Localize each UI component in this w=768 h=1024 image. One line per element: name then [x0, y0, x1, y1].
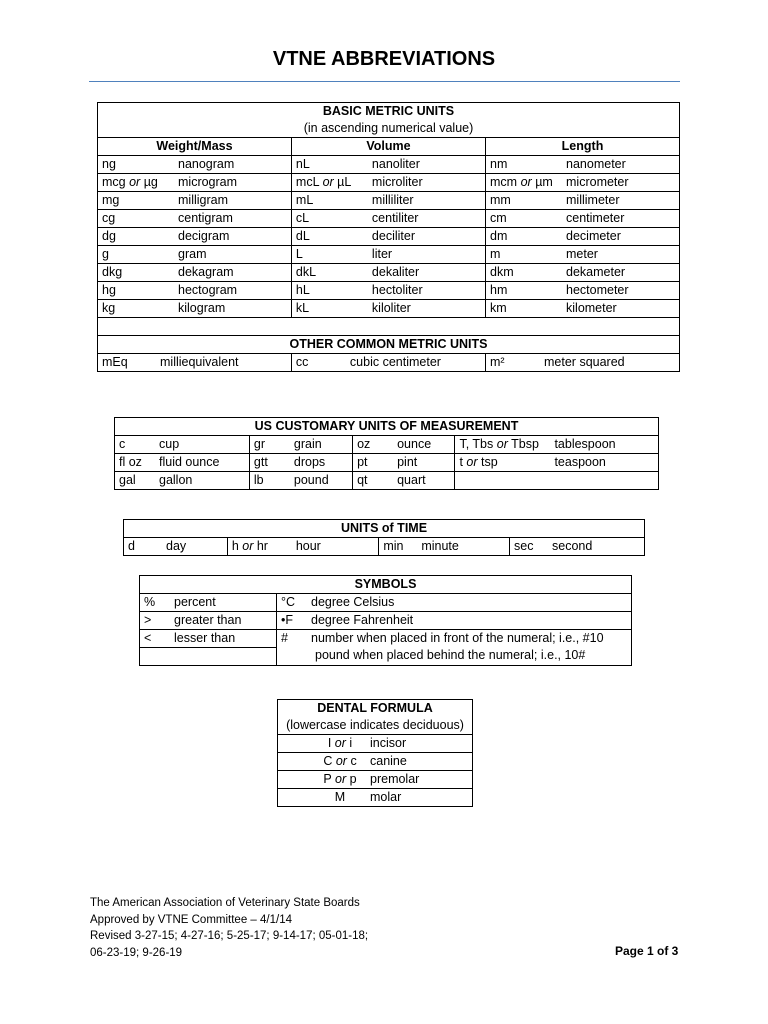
time-heading: UNITS of TIME: [124, 520, 645, 538]
unit-abbreviation: dkm: [490, 265, 514, 279]
abbreviation-cell: [486, 354, 680, 372]
metric-blank-row: [98, 318, 680, 336]
unit-abbreviation: m: [490, 247, 501, 261]
symbol-meaning: percent: [174, 595, 216, 609]
unit-name: hectogram: [178, 283, 238, 297]
column-header-volume: Volume: [291, 138, 485, 156]
abbreviation-cell: [140, 612, 277, 630]
abbreviation-cell: [98, 300, 292, 318]
tooth-cell: [278, 735, 473, 753]
tooth-cell: [278, 753, 473, 771]
metric-subheading: (in ascending numerical value): [303, 121, 474, 135]
abbreviation-cell: [277, 612, 632, 630]
abbreviation-cell: [291, 300, 485, 318]
symbol: >: [144, 613, 152, 627]
unit-name: centiliter: [371, 211, 419, 225]
symbol-meaning: lesser than: [174, 631, 236, 645]
unit-abbreviation: cL: [295, 211, 310, 225]
unit-name: meter squared: [544, 355, 625, 369]
footer-line: Approved by VTNE Committee – 4/1/14: [90, 913, 292, 926]
us-rows: [115, 436, 659, 490]
abbreviation-cell: [124, 538, 228, 556]
unit-name: hour: [295, 539, 321, 553]
abbreviation-cell: [455, 454, 659, 472]
unit-name: dekameter: [566, 265, 626, 279]
symbol-meaning: number when placed in front of the numeral; i.e., #10: [311, 631, 604, 645]
unit-name: gallon: [159, 473, 193, 487]
symbols-heading: SYMBOLS: [140, 576, 632, 594]
abbreviation-cell: [115, 436, 250, 454]
time-row: [124, 538, 645, 556]
abbreviation-cell: [510, 538, 645, 556]
abbreviation-cell: [249, 454, 352, 472]
table-row: [115, 454, 659, 472]
unit-name: quart: [397, 473, 426, 487]
table-row: [98, 282, 680, 300]
metric-heading: BASIC METRIC UNITS: [322, 104, 455, 118]
symbol-meaning: degree Celsius: [311, 595, 395, 609]
dental-rows: [278, 735, 473, 807]
abbreviation-cell: [291, 228, 485, 246]
symbol-rows: [140, 594, 632, 666]
unit-name: microgram: [178, 175, 238, 189]
table-row: [140, 612, 632, 630]
unit-name: dekaliter: [371, 265, 420, 279]
unit-name: ounce: [397, 437, 432, 451]
footer-line: 06-23-19; 9-26-19: [90, 946, 183, 959]
unit-abbreviation: mcm or µm: [490, 175, 553, 189]
blank-cell: [140, 648, 277, 666]
unit-abbreviation: c: [119, 437, 126, 451]
tooth-abbreviation: P or p: [323, 772, 357, 786]
abbreviation-cell: [486, 246, 680, 264]
abbreviation-cell: [98, 246, 292, 264]
unit-abbreviation: hg: [102, 283, 116, 297]
abbreviation-cell: [353, 454, 455, 472]
other-metric-heading: OTHER COMMON METRIC UNITS: [98, 336, 680, 354]
abbreviation-cell: [353, 436, 455, 454]
unit-name: hectoliter: [371, 283, 423, 297]
table-row: [98, 156, 680, 174]
symbol: #: [281, 631, 288, 645]
symbols-table: [139, 575, 632, 666]
table-row: [140, 630, 632, 648]
unit-abbreviation: h or hr: [231, 539, 268, 553]
abbreviation-cell: [249, 472, 352, 490]
table-row: [98, 228, 680, 246]
symbol-meaning: degree Fahrenheit: [311, 613, 414, 627]
unit-name: cup: [159, 437, 180, 451]
unit-name: second: [552, 539, 593, 553]
unit-name: tablespoon: [554, 437, 616, 451]
abbreviation-cell: [98, 228, 292, 246]
symbol-meaning: pound when placed behind the numeral; i.e., 10#: [315, 648, 586, 662]
unit-name: teaspoon: [554, 455, 606, 469]
footer-line: Revised 3-27-15; 4-27-16; 5-25-17; 9-14-17; 05-01-18;: [90, 930, 369, 942]
unit-name: centigram: [178, 211, 233, 225]
table-row: [278, 753, 473, 771]
unit-abbreviation: dkL: [295, 265, 317, 279]
tooth-abbreviation: I or i: [327, 736, 353, 750]
other-metric-row: [98, 354, 680, 372]
abbreviation-cell: [115, 472, 250, 490]
table-row: [98, 264, 680, 282]
abbreviation-cell: [291, 264, 485, 282]
unit-name: centimeter: [566, 211, 625, 225]
unit-name: dekagram: [178, 265, 234, 279]
unit-abbreviation: dm: [490, 229, 508, 243]
unit-abbreviation: dkg: [102, 265, 123, 279]
unit-abbreviation: qt: [357, 473, 368, 487]
unit-abbreviation: cg: [102, 211, 116, 225]
unit-abbreviation: lb: [253, 473, 264, 487]
us-customary-table: [114, 417, 659, 490]
unit-abbreviation: m²: [490, 355, 505, 369]
table-row: [98, 210, 680, 228]
unit-name: deciliter: [371, 229, 415, 243]
unit-name: micrometer: [566, 175, 629, 189]
abbreviation-cell: [249, 436, 352, 454]
abbreviation-cell: [455, 436, 659, 454]
unit-name: day: [166, 539, 187, 553]
table-row: [115, 472, 659, 490]
abbreviation-cell: [486, 300, 680, 318]
unit-name: milliequivalent: [160, 355, 239, 369]
unit-name: pint: [397, 455, 418, 469]
unit-name: grain: [293, 437, 322, 451]
units-of-time-table: [123, 519, 645, 556]
abbreviation-cell: [291, 246, 485, 264]
unit-abbreviation: fl oz: [119, 455, 142, 469]
unit-abbreviation: gal: [119, 473, 136, 487]
unit-abbreviation: cm: [490, 211, 507, 225]
symbol: %: [144, 595, 156, 609]
abbreviation-cell: [486, 228, 680, 246]
unit-name: kiloliter: [371, 301, 411, 315]
tooth-cell: [278, 789, 473, 807]
abbreviation-cell: [277, 594, 632, 612]
table-row: [115, 436, 659, 454]
unit-abbreviation: mEq: [102, 355, 128, 369]
unit-abbreviation: nL: [295, 157, 310, 171]
unit-abbreviation: ng: [102, 157, 116, 171]
abbreviation-cell: [291, 192, 485, 210]
abbreviation-cell: [379, 538, 510, 556]
page-number: Page 1 of 3: [615, 944, 679, 958]
abbreviation-cell: [98, 354, 292, 372]
unit-name: nanoliter: [371, 157, 420, 171]
unit-name: milligram: [178, 193, 228, 207]
unit-name: pound: [293, 473, 329, 487]
tooth-name: premolar: [370, 772, 420, 786]
abbreviation-cell: [98, 264, 292, 282]
unit-abbreviation: hm: [490, 283, 508, 297]
dental-subheading: (lowercase indicates deciduous): [286, 718, 464, 732]
dental-heading: DENTAL FORMULA: [317, 701, 433, 715]
abbreviation-cell: [277, 630, 632, 666]
tooth-abbreviation: C or c: [323, 754, 357, 768]
unit-abbreviation: gr: [253, 437, 266, 451]
tooth-name: molar: [370, 790, 402, 804]
symbol-meaning: greater than: [174, 613, 242, 627]
unit-name: minute: [421, 539, 459, 553]
abbreviation-cell: [486, 210, 680, 228]
unit-name: gram: [178, 247, 207, 261]
unit-name: decimeter: [566, 229, 621, 243]
title-divider: [89, 81, 680, 82]
symbol: •F: [281, 613, 294, 627]
unit-abbreviation: min: [383, 539, 404, 553]
us-heading: US CUSTOMARY UNITS OF MEASUREMENT: [115, 418, 659, 436]
abbreviation-cell: [455, 472, 659, 490]
unit-name: hectometer: [566, 283, 629, 297]
document-title: VTNE ABBREVIATIONS: [272, 48, 496, 70]
column-header-weight: Weight/Mass: [98, 138, 292, 156]
abbreviation-cell: [291, 210, 485, 228]
column-header-length: Length: [486, 138, 680, 156]
unit-abbreviation: gtt: [253, 455, 268, 469]
abbreviation-cell: [115, 454, 250, 472]
unit-name: drops: [293, 455, 326, 469]
unit-abbreviation: g: [102, 247, 109, 261]
abbreviation-cell: [486, 192, 680, 210]
dental-heading-cell: [278, 700, 473, 735]
table-row: [98, 174, 680, 192]
unit-abbreviation: T, Tbs or Tbsp: [459, 437, 539, 451]
unit-abbreviation: mm: [490, 193, 511, 207]
table-row: [98, 246, 680, 264]
unit-name: nanogram: [178, 157, 235, 171]
unit-name: kilometer: [566, 301, 617, 315]
unit-abbreviation: cc: [295, 355, 309, 369]
abbreviation-cell: [98, 210, 292, 228]
unit-abbreviation: sec: [514, 539, 534, 553]
unit-abbreviation: d: [128, 539, 135, 553]
table-row: [278, 735, 473, 753]
unit-name: fluid ounce: [159, 455, 220, 469]
unit-name: millimeter: [566, 193, 620, 207]
abbreviation-cell: [486, 156, 680, 174]
footer: [90, 895, 368, 961]
tooth-abbreviation: M: [334, 790, 346, 804]
unit-abbreviation: nm: [490, 157, 508, 171]
unit-name: cubic centimeter: [349, 355, 441, 369]
unit-abbreviation: mL: [295, 193, 314, 207]
abbreviation-cell: [291, 282, 485, 300]
abbreviation-cell: [291, 156, 485, 174]
unit-abbreviation: dL: [295, 229, 310, 243]
abbreviation-cell: [98, 174, 292, 192]
unit-abbreviation: dg: [102, 229, 116, 243]
unit-abbreviation: mcg or µg: [102, 175, 158, 189]
unit-name: milliliter: [371, 193, 414, 207]
basic-metric-table: [97, 102, 680, 372]
metric-heading-cell: [98, 103, 680, 138]
symbol: <: [144, 631, 152, 645]
dental-formula-table: [277, 699, 473, 807]
abbreviation-cell: [140, 630, 277, 648]
abbreviation-cell: [353, 472, 455, 490]
unit-name: nanometer: [566, 157, 626, 171]
unit-name: decigram: [178, 229, 230, 243]
tooth-name: incisor: [370, 736, 407, 750]
unit-name: kilogram: [178, 301, 226, 315]
tooth-name: canine: [370, 754, 407, 768]
unit-abbreviation: mg: [102, 193, 120, 207]
metric-rows: [98, 156, 680, 318]
abbreviation-cell: [98, 192, 292, 210]
symbol: °C: [281, 595, 296, 609]
abbreviation-cell: [98, 156, 292, 174]
table-row: [98, 300, 680, 318]
tooth-cell: [278, 771, 473, 789]
unit-abbreviation: oz: [357, 437, 371, 451]
unit-abbreviation: t or tsp: [459, 455, 498, 469]
unit-name: microliter: [371, 175, 423, 189]
unit-abbreviation: pt: [357, 455, 368, 469]
unit-abbreviation: kg: [102, 301, 116, 315]
table-row: [278, 789, 473, 807]
abbreviation-cell: [98, 282, 292, 300]
table-row: [98, 192, 680, 210]
table-row: [140, 594, 632, 612]
abbreviation-cell: [486, 264, 680, 282]
unit-name: liter: [371, 247, 393, 261]
abbreviation-cell: [140, 594, 277, 612]
abbreviation-cell: [227, 538, 379, 556]
table-row: [278, 771, 473, 789]
unit-name: meter: [566, 247, 598, 261]
unit-abbreviation: kL: [295, 301, 310, 315]
unit-abbreviation: hL: [295, 283, 310, 297]
unit-abbreviation: km: [490, 301, 507, 315]
abbreviation-cell: [291, 174, 485, 192]
unit-abbreviation: L: [295, 247, 303, 261]
footer-line: The American Association of Veterinary State Boards: [90, 897, 360, 909]
abbreviation-cell: [486, 174, 680, 192]
abbreviation-cell: [486, 282, 680, 300]
unit-abbreviation: mcL or µL: [295, 175, 352, 189]
abbreviation-cell: [291, 354, 485, 372]
